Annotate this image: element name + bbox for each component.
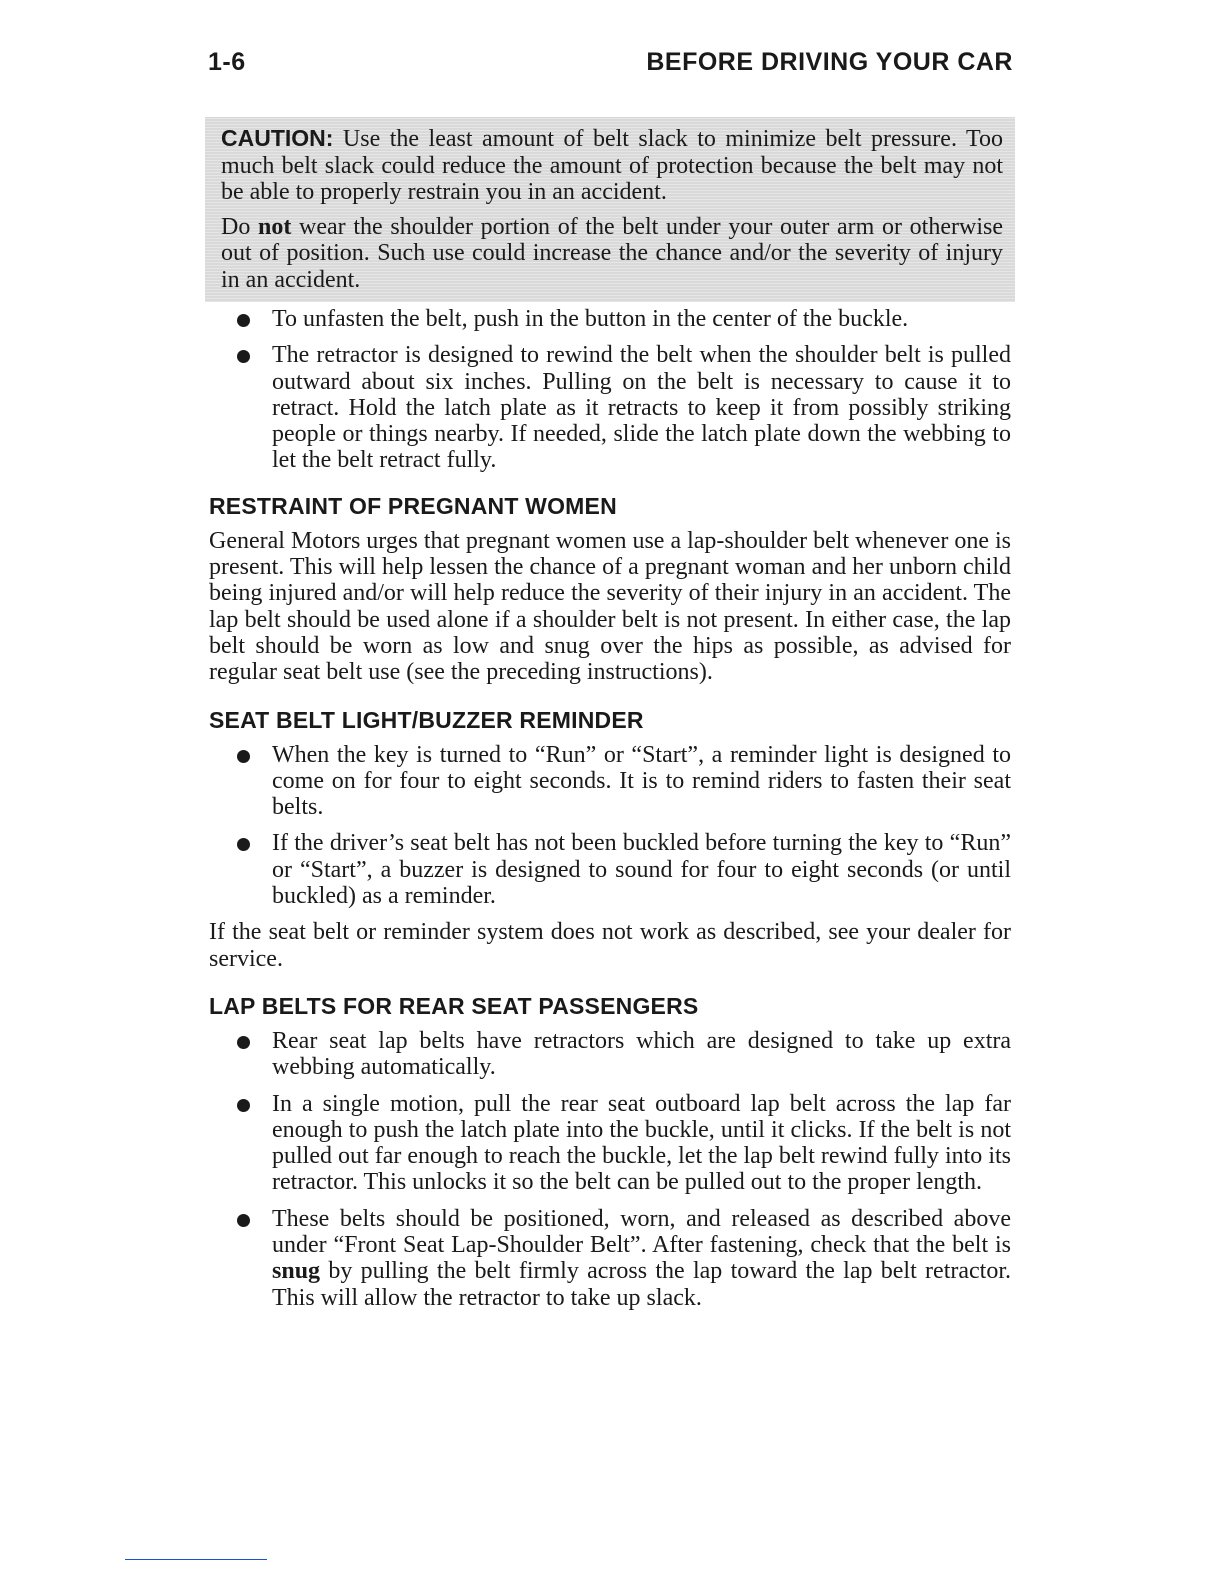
caution-text-1: Use the least amount of belt slack to minimize belt pressure. Too much belt slack could reduce the amount of protection because the belt may not be able to properly restrain you in an accident.	[221, 126, 1003, 205]
footer-rule	[125, 1559, 267, 1560]
paragraph-reminder: If the seat belt or reminder system does not work as described, see your dealer for service.	[209, 919, 1011, 972]
list-item	[209, 1206, 1011, 1311]
chapter-title: BEFORE DRIVING YOUR CAR	[646, 48, 1013, 76]
caution-text-2a: Do	[221, 213, 259, 240]
page-number: 1-6	[208, 48, 246, 76]
bullet-icon	[237, 750, 250, 763]
bullet-icon	[237, 350, 250, 363]
caution-box	[205, 117, 1015, 302]
list-item	[209, 1028, 1011, 1081]
list-item	[209, 342, 1011, 473]
list-item	[209, 742, 1011, 821]
list-item	[209, 1091, 1011, 1196]
section-heading-pregnant: RESTRAINT OF PREGNANT WOMEN	[209, 492, 617, 519]
bullet-icon	[237, 1036, 250, 1049]
list-item-text: Rear seat lap belts have retractors which are designed to take up extra webbing automatically.	[272, 1027, 1011, 1081]
emphasis-snug: snug	[272, 1258, 321, 1285]
page-header	[208, 48, 1013, 84]
list-item-text: by pulling the belt firmly across the lap toward the lap belt retractor. This will allow the retractor to take up slack.	[272, 1258, 1011, 1311]
caution-emphasis-not: not	[258, 213, 292, 240]
list-item-text: When the key is turned to “Run” or “Start”, a reminder light is designed to come on for four to eight seconds. It is to remind riders to fasten their seat belts.	[272, 741, 1011, 821]
section-heading-reminder: SEAT BELT LIGHT/BUZZER REMINDER	[209, 706, 644, 733]
list-item	[209, 306, 1011, 332]
list-item-text: If the driver’s seat belt has not been buckled before turning the key to “Run” or “Start”, a buzzer is designed to sound for four to eight seconds (or until buckled) as a reminder.	[272, 830, 1011, 910]
caution-label: CAUTION:	[221, 125, 334, 151]
section-heading-lap-belts: LAP BELTS FOR REAR SEAT PASSENGERS	[209, 992, 699, 1019]
bullet-icon	[237, 1214, 250, 1227]
bullet-icon	[237, 314, 250, 327]
caution-paragraph-1	[221, 125, 1003, 206]
list-item-text: To unfasten the belt, push in the button in the center of the buckle.	[272, 306, 909, 332]
bullet-icon	[237, 838, 250, 851]
list-item-text: In a single motion, pull the rear seat outboard lap belt across the lap far enough to push the latch plate into the buckle, until it clicks. If the belt is not pulled out far enough to reach the buckle, let the lap belt rewind fully into its retractor. This unlocks it so the belt can be pulled out to the proper length.	[272, 1090, 1011, 1196]
paragraph-pregnant: General Motors urges that pregnant women use a lap-shoulder belt whenever one is present. This will help lessen the chance of a pregnant woman and her unborn child being injured and/or will help reduce the severity of their injury in an accident. The lap belt should be used alone if a shoulder belt is not present. In either case, the lap belt should be worn as low and snug over the hips as possible, as advised for regular seat belt use (see the preceding instructions).	[209, 527, 1011, 686]
caution-paragraph-2	[221, 214, 1003, 294]
list-item-text: The retractor is designed to rewind the belt when the shoulder belt is pulled outward about six inches. Pulling on the belt is necessary to cause it to retract. Hold the latch plate as it retracts to keep it from possibly striking people or things nearby. If needed, slide the latch plate down the webbing to let the belt retract fully.	[272, 342, 1011, 474]
main-content	[209, 306, 1011, 1321]
list-item	[209, 830, 1011, 909]
list-item-text: These belts should be positioned, worn, and released as described above under “Front Seat Lap-Shoulder Belt”. After fastening, check that the belt is	[272, 1205, 1011, 1259]
bullet-icon	[237, 1099, 250, 1112]
caution-text-2b: wear the shoulder portion of the belt under your outer arm or otherwise out of position. Such use could increase the chance and/or the severity of injury in an accident.	[221, 213, 1003, 293]
